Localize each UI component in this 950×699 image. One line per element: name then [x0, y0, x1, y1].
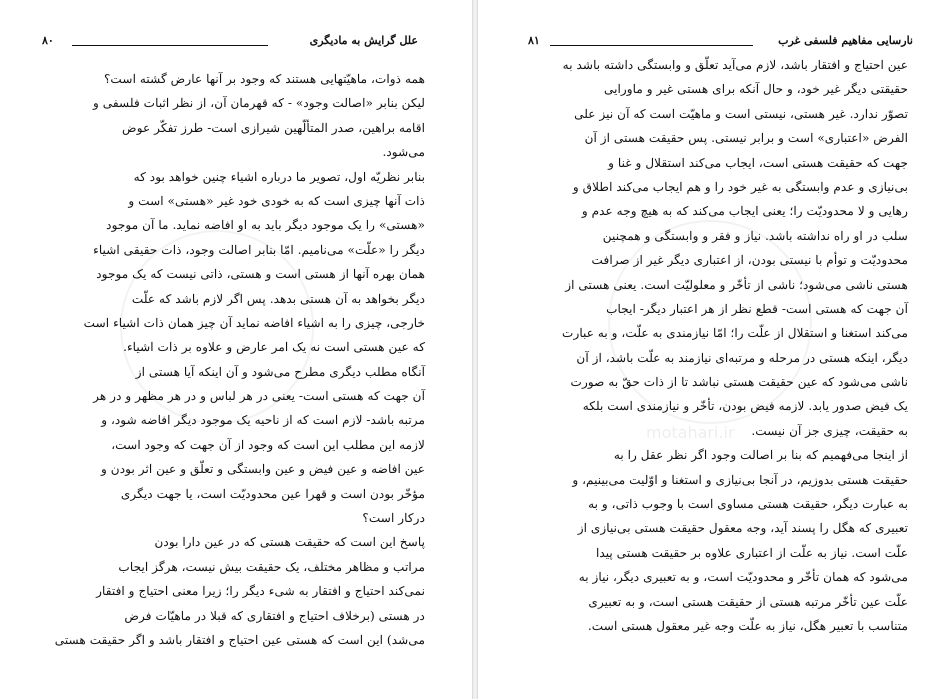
right-header-title: نارسایی مفاهیم فلسفی غرب [778, 34, 913, 47]
right-header-rule [550, 45, 753, 46]
right-page [478, 0, 950, 699]
right-page-header [528, 34, 913, 50]
left-header-rule [72, 45, 268, 46]
text-line: مرتبه باشد- لازم است که از ناحیه یک موجود دیگر افاضه شود، و [101, 413, 425, 428]
text-line: «هستی» را یک موجود دیگر باید به او افاضه نماید. ما آن موجود [106, 218, 425, 233]
text-line: آنگاه مطلب دیگری مطرح می‌شود و آن اینکه آیا هستی از [135, 364, 425, 379]
text-line: آن جهت که هستی است- یعنی در هر لباس و در هر مظهر و در هر [93, 389, 425, 404]
text-line: بنابر نظریّه اول، تصویر ما درباره اشیاء چنین خواهد بود که [133, 169, 425, 184]
text-line: همان بهره آنها از هستی است و هستی، ذاتی نیست که یک موجود [96, 267, 425, 282]
text-line: پاسخ این است که حقیقت هستی که در عین دارا بودن [154, 535, 425, 550]
text-line: الفرض «اعتباری» است و برابر نیستی. پس حقیقت هستی از آن [584, 131, 908, 146]
text-line: ذات آنها چیزی است که به خودی خود غیر «هستی» است و [128, 193, 425, 208]
text-line: تعبیری که هگل را پسند آید، وجه معقول حقیقت هستی بی‌نیازی از [577, 521, 908, 536]
text-line: عین افاضه و عین فیض و عین وابستگی و تعلّق و عین اثر بودن و [101, 462, 425, 477]
text-line: متناسب با تعبیر هگل، نیاز به علّت وجه غیر معقول هستی است. [587, 618, 908, 633]
text-line: رهایی و لا محدودیّت را؛ یعنی ایجاب می‌کند که به هیچ وجه عدم و [581, 204, 908, 219]
text-line: محدودیّت و توأم با نیستی بودن، از اعتباری دیگر غیر از صرافت [591, 253, 908, 268]
text-line: ناشی می‌شود که عین حقیقت هستی نباشد تا از ذات حقّ به صورت [570, 375, 908, 390]
text-line: بی‌نیازی و عدم وابستگی به غیر خود را و هم ایجاب می‌کند اطلاق و [572, 179, 908, 194]
text-line: حقیقت هستی بدوزیم، در آنجا بی‌نیازی و استغنا و اوّلیت می‌بینیم، و [572, 472, 908, 487]
left-page-body [40, 67, 425, 652]
text-line: خارجی، چیزی را به اشیاء افاضه نماید آن چیز همان ذات اشیاء است [83, 315, 425, 330]
text-line: هستی ناشی می‌شود؛ ناشی از تأخّر و معلولیّت است. یعنی هستی از [565, 277, 908, 292]
right-page-number: ۸۱ [528, 34, 540, 47]
left-header-title: علل گرایش به مادیگری [309, 34, 418, 47]
text-line: لازمه این مطلب این است که وجود از آن جهت که وجود است، [111, 437, 425, 452]
text-line: می‌شود. [382, 145, 425, 160]
text-line: حقیقتی دیگر غیر خود، و حال آنکه برای هستی غیر و ماورایی [603, 82, 908, 97]
text-line: همه ذوات، ماهیّتهایی هستند که وجود بر آنها عارض گشته است؟ [103, 72, 425, 86]
text-line: در هستی (برخلاف احتیاج و افتقاری که قبلا در ماهیّات فرض [124, 608, 425, 623]
text-line: تصوّر ندارد. غیر هستی، نیستی است و ماهیّت است که آن نیز علی [574, 106, 908, 121]
text-line: به حقیقت، چیزی جز آن نیست. [751, 423, 908, 438]
text-line: می‌شد) این است که هستی عین احتیاج و افتقار باشد و اگر حقیقت هستی [54, 632, 425, 647]
watermark-text: motahari.ir [646, 423, 735, 442]
text-line: علّت است. نیاز به علّت از اعتباری علاوه بر حقیقت هستی پیدا [595, 545, 908, 560]
text-line: به عبارت دیگر، حقیقت هستی مساوی است با وجوب ذاتی، و به [588, 497, 908, 512]
text-line: که عین هستی است نه یک امر عارض و علاوه بر ذات اشیاء. [123, 340, 425, 355]
text-line: از اینجا می‌فهمیم که بنا بر اصالت وجود اگر نظر عقل را به [613, 448, 908, 463]
text-line: جهت که حقیقت هستی است، ایجاب می‌کند استقلال و غنا و [608, 155, 908, 170]
text-line: دیگر بخواهد به آن هستی بدهد. پس اگر لازم باشد که علّت [131, 291, 425, 306]
text-line: یک فیض صدور یابد. لازمه فیض بودن، تأخّر و نیازمندی است بلکه [582, 399, 908, 414]
text-line: نمی‌کند احتیاج و افتقار به شیء دیگر را؛ زیرا معنی احتیاج و افتقار [96, 584, 425, 599]
left-page-header [42, 34, 418, 50]
text-line: دیگر را «علّت» می‌نامیم. امّا بنابر اصالت وجود، ذات حقیقی اشیاء [93, 242, 425, 257]
text-line: اقامه براهین، صدر المتألّهین شیرازی است- طرز تفکّر عوض [122, 120, 425, 135]
text-line: مؤخّر بودن است و قهرا عین محدودیّت است، یا جهت دیگری [120, 486, 425, 501]
text-line: سلب در او راه نداشته باشد. نیاز و فقر و وابستگی و همچنین [602, 228, 908, 243]
text-line: عین احتیاج و افتقار باشد، لازم می‌آید تعلّق و وابستگی داشته باشد به [562, 58, 908, 72]
left-page [0, 0, 472, 699]
text-line: می‌کند استغنا و استقلال از علّت را؛ امّا نیازمندی به علّت، و به عبارت [561, 326, 908, 341]
left-page-number: ۸۰ [42, 34, 54, 47]
text-line: آن جهت که هستی است- قطع نظر از هر اعتبار دیگر- ایجاب [606, 301, 908, 316]
text-line: لیکن بنابر «اصالت وجود» - که قهرمان آن، از نظر اثبات فلسفی و [92, 96, 425, 111]
text-line: علّت عین تأخّر مرتبه هستی از حقیقت هستی است، و به تعبیری [588, 594, 908, 609]
right-page-body [518, 53, 908, 638]
text-line: می‌شود که همان تأخّر و محدودیّت است، و به تعبیری دیگر، نیاز به [578, 570, 908, 585]
text-line: درکار است؟ [362, 511, 425, 526]
text-line: دیگر، اینکه هستی در مرحله و مرتبه‌ای نیازمند به علّت باشد، از آن [576, 350, 908, 365]
text-line: مراتب و مظاهر مختلف، یک حقیقت بیش نیست، هرگز ایجاب [118, 559, 425, 574]
